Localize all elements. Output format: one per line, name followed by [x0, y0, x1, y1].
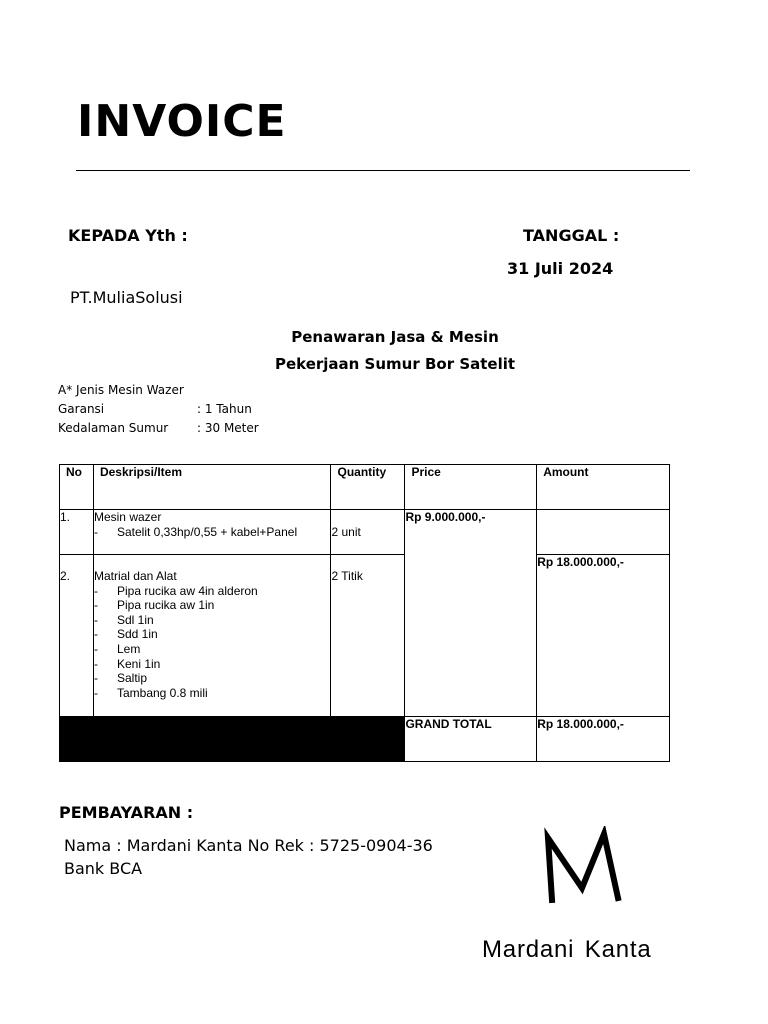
grand-total-label: GRAND TOTAL: [405, 717, 537, 762]
date-label: TANGGAL :: [523, 226, 620, 245]
price-cell: Rp 9.000.000,-: [405, 510, 537, 717]
sub-item: - Pipa rucika aw 1in: [94, 598, 331, 613]
header-no: No: [60, 465, 94, 510]
spec-key: Garansi: [58, 402, 105, 416]
spec-key: A* Jenis Mesin Wazer: [58, 383, 184, 397]
invoice-title: INVOICE: [77, 96, 287, 147]
header-description: Deskripsi/Item: [93, 465, 331, 510]
recipient-label: KEPADA Yth :: [68, 226, 188, 245]
spec-row: [58, 419, 259, 438]
row-no: 2.: [60, 555, 94, 717]
amount-cell: Rp 18.000.000,-: [537, 555, 670, 717]
sub-item: - Sdl 1in: [94, 613, 331, 628]
header-quantity: Quantity: [331, 465, 405, 510]
table-row: [60, 510, 670, 555]
sub-item: - Tambang 0.8 mili: [94, 686, 331, 701]
date-value: 31 Juli 2024: [507, 259, 614, 278]
item-name: Matrial dan Alat: [93, 569, 177, 583]
table-row: [60, 555, 670, 717]
spec-key: Kedalaman Sumur: [58, 421, 169, 435]
grand-total-row: [60, 717, 670, 762]
offer-title: Penawaran Jasa & Mesin: [291, 328, 499, 346]
sub-item: - Satelit 0,33hp/0,55 + kabel+Panel: [94, 525, 331, 540]
items-table: [59, 464, 670, 762]
signature-mark: [542, 826, 628, 908]
amount-cell-empty: [537, 510, 670, 555]
sub-item: - Sdd 1in: [94, 627, 331, 642]
row-quantity: 2 unit: [331, 510, 405, 555]
item-name: Mesin wazer: [93, 510, 162, 524]
spec-row: [58, 381, 259, 400]
grand-total-filler: [60, 717, 405, 762]
row-description: [93, 510, 331, 555]
signer-name: Mardani Kanta: [482, 936, 652, 963]
sub-item: - Pipa rucika aw 4in alderon: [94, 584, 331, 599]
sub-item: - Saltip: [94, 671, 331, 686]
header-price: Price: [405, 465, 537, 510]
header-amount: Amount: [537, 465, 670, 510]
row-description: [93, 555, 331, 717]
offer-subtitle: Pekerjaan Sumur Bor Satelit: [274, 355, 516, 373]
grand-total-value: Rp 18.000.000,-: [537, 717, 670, 762]
spec-value: : 30 Meter: [197, 421, 259, 435]
spec-value: : 1 Tahun: [197, 402, 252, 416]
title-divider: [76, 170, 690, 171]
recipient-company: PT.MuliaSolusi: [70, 288, 183, 307]
spec-list: [58, 381, 259, 438]
payment-label: PEMBAYARAN :: [59, 803, 194, 822]
row-quantity: 2 Titik: [331, 555, 405, 717]
sub-item: - Lem: [94, 642, 331, 657]
row-no: 1.: [60, 510, 94, 555]
table-header-row: [60, 465, 670, 510]
sub-item: - Keni 1in: [94, 657, 331, 672]
payment-account: Nama : Mardani Kanta No Rek : 5725-0904-36: [64, 836, 433, 855]
spec-row: [58, 400, 259, 419]
payment-bank: Bank BCA: [64, 859, 143, 878]
